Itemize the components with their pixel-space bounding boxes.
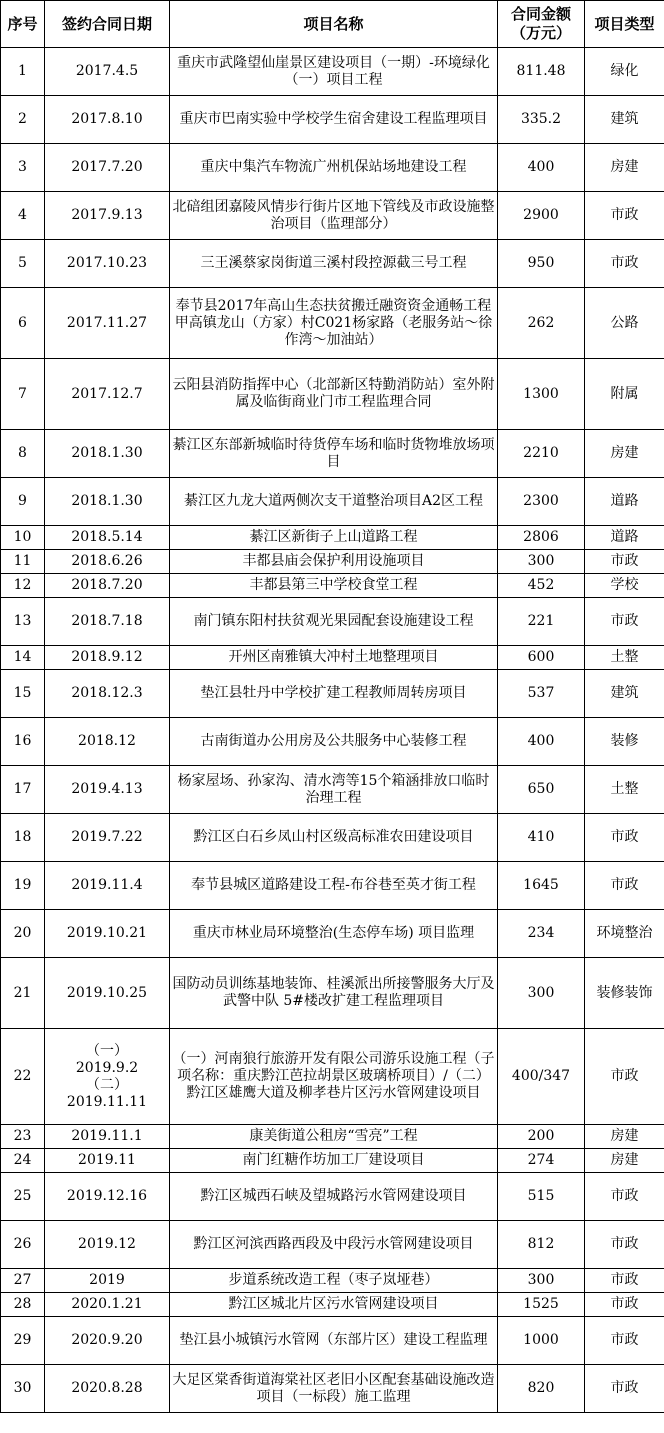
row-type: 建筑 [585, 96, 664, 144]
row-no: 21 [1, 958, 45, 1029]
row-no: 9 [1, 478, 45, 526]
table-row [1, 288, 664, 359]
table-row [1, 96, 664, 144]
row-no: 16 [1, 718, 45, 766]
row-date: 2018.9.12 [45, 646, 170, 670]
table-row [1, 144, 664, 192]
row-amount: 300 [498, 958, 585, 1029]
table-row [1, 598, 664, 646]
row-amount: 820 [498, 1365, 585, 1413]
row-date: 2018.1.30 [45, 430, 170, 478]
row-date: 2017.8.10 [45, 96, 170, 144]
table-row [1, 359, 664, 430]
row-type: 市政 [585, 862, 664, 910]
row-amount: 300 [498, 1269, 585, 1293]
row-name: 垫江县牡丹中学校扩建工程教师周转房项目 [170, 670, 498, 718]
table-row [1, 430, 664, 478]
table-row [1, 1149, 664, 1173]
row-date: 2019.7.22 [45, 814, 170, 862]
row-date: 2018.12 [45, 718, 170, 766]
row-type: 市政 [585, 1029, 664, 1125]
header-type: 项目类型 [585, 1, 664, 48]
header-row [1, 1, 664, 48]
row-amount: 262 [498, 288, 585, 359]
table-row [1, 192, 664, 240]
row-type: 附属 [585, 359, 664, 430]
table-row [1, 718, 664, 766]
row-no: 5 [1, 240, 45, 288]
row-no: 8 [1, 430, 45, 478]
row-amount: 2300 [498, 478, 585, 526]
row-name: 北碚组团嘉陵风情步行街片区地下管线及市政设施整治项目（监理部分） [170, 192, 498, 240]
table-row [1, 240, 664, 288]
row-amount: 300 [498, 550, 585, 574]
row-no: 2 [1, 96, 45, 144]
row-date: 2017.9.13 [45, 192, 170, 240]
row-date: 2019.12 [45, 1221, 170, 1269]
row-no: 23 [1, 1125, 45, 1149]
row-date: 2018.7.20 [45, 574, 170, 598]
row-date [45, 1029, 170, 1125]
row-date: 2018.7.18 [45, 598, 170, 646]
row-type: 土整 [585, 646, 664, 670]
row-name: 康美街道公租房“雪亮”工程 [170, 1125, 498, 1149]
row-no: 24 [1, 1149, 45, 1173]
row-type: 房建 [585, 144, 664, 192]
row-name: 重庆市巴南实验中学校学生宿舍建设工程监理项目 [170, 96, 498, 144]
row-type: 绿化 [585, 48, 664, 96]
row-name: 云阳县消防指挥中心（北部新区特勤消防站）室外附属及临街商业门市工程监理合同 [170, 359, 498, 430]
row-name: 丰都县第三中学校食堂工程 [170, 574, 498, 598]
row-date: 2019.11.4 [45, 862, 170, 910]
row-date: 2019.11 [45, 1149, 170, 1173]
row-type: 道路 [585, 478, 664, 526]
row-date: 2018.12.3 [45, 670, 170, 718]
row-date: 2017.12.7 [45, 359, 170, 430]
row-no: 27 [1, 1269, 45, 1293]
row-no: 6 [1, 288, 45, 359]
row-name: 古南街道办公用房及公共服务中心装修工程 [170, 718, 498, 766]
row-name: 綦江区新街子上山道路工程 [170, 526, 498, 550]
row-name: 重庆中集汽车物流广州机保站场地建设工程 [170, 144, 498, 192]
row-type: 市政 [585, 192, 664, 240]
row-name: 开州区南雅镇大冲村土地整理项目 [170, 646, 498, 670]
row-amount: 2806 [498, 526, 585, 550]
row-no: 25 [1, 1173, 45, 1221]
row-type: 道路 [585, 526, 664, 550]
row-date: 2019 [45, 1269, 170, 1293]
row-name: 黔江区白石乡凤山村区级高标准农田建设项目 [170, 814, 498, 862]
row-type: 市政 [585, 1221, 664, 1269]
row-name: 重庆市武隆望仙崖景区建设项目（一期）-环境绿化（一）项目工程 [170, 48, 498, 96]
row-no: 26 [1, 1221, 45, 1269]
table-row [1, 958, 664, 1029]
row-date: 2018.5.14 [45, 526, 170, 550]
row-type: 市政 [585, 1173, 664, 1221]
row-no: 3 [1, 144, 45, 192]
row-date: 2018.6.26 [45, 550, 170, 574]
row-type: 土整 [585, 766, 664, 814]
row-type: 房建 [585, 1149, 664, 1173]
row-type: 市政 [585, 1269, 664, 1293]
table-row [1, 1365, 664, 1413]
row-date: 2020.1.21 [45, 1293, 170, 1317]
row-no: 29 [1, 1317, 45, 1365]
row-no: 11 [1, 550, 45, 574]
header-no: 序号 [1, 1, 45, 48]
row-type: 房建 [585, 1125, 664, 1149]
row-type: 市政 [585, 550, 664, 574]
table-row [1, 1173, 664, 1221]
row-name: 奉节县城区道路建设工程-布谷巷至英才街工程 [170, 862, 498, 910]
header-date: 签约合同日期 [45, 1, 170, 48]
header-name: 项目名称 [170, 1, 498, 48]
table-row [1, 48, 664, 96]
row-amount: 650 [498, 766, 585, 814]
row-type: 装修 [585, 718, 664, 766]
row-no: 18 [1, 814, 45, 862]
row-date: 2017.10.23 [45, 240, 170, 288]
row-name: 南门红糖作坊加工厂建设项目 [170, 1149, 498, 1173]
row-date: 2019.4.13 [45, 766, 170, 814]
row-amount: 410 [498, 814, 585, 862]
table-row [1, 1029, 664, 1125]
row-type: 公路 [585, 288, 664, 359]
row-type: 市政 [585, 240, 664, 288]
row-type: 装修装饰 [585, 958, 664, 1029]
row-type: 市政 [585, 1317, 664, 1365]
row-name: 黔江区河滨西路西段及中段污水管网建设项目 [170, 1221, 498, 1269]
row-no: 7 [1, 359, 45, 430]
row-name: 步道系统改造工程（枣子岚垭巷） [170, 1269, 498, 1293]
row-date: 2017.7.20 [45, 144, 170, 192]
row-name: 黔江区城西石峡及望城路污水管网建设项目 [170, 1173, 498, 1221]
row-amount: 2900 [498, 192, 585, 240]
row-name: 綦江区九龙大道两侧次支干道整治项目A2区工程 [170, 478, 498, 526]
table-row [1, 646, 664, 670]
row-no: 22 [1, 1029, 45, 1125]
row-no: 4 [1, 192, 45, 240]
row-date: 2017.4.5 [45, 48, 170, 96]
row-amount: 2210 [498, 430, 585, 478]
header-amount-line1: 合同金额 [510, 5, 571, 23]
row-date: 2020.8.28 [45, 1365, 170, 1413]
row-type: 环境整治 [585, 910, 664, 958]
row-no: 20 [1, 910, 45, 958]
row-date: 2018.1.30 [45, 478, 170, 526]
row-no: 17 [1, 766, 45, 814]
row-no: 14 [1, 646, 45, 670]
row-name: 垫江县小城镇污水管网（东部片区）建设工程监理 [170, 1317, 498, 1365]
row-date: 2019.11.1 [45, 1125, 170, 1149]
table-row [1, 550, 664, 574]
row-name: 丰都县庙会保护利用设施项目 [170, 550, 498, 574]
row-amount: 1525 [498, 1293, 585, 1317]
row-amount: 1645 [498, 862, 585, 910]
row-name: （一）河南狼行旅游开发有限公司游乐设施工程（子项名称：重庆黔江芭拉胡景区玻璃桥项目）/（二）黔江区雄鹰大道及柳孝巷片区污水管网建设项目 [170, 1029, 498, 1125]
row-amount: 274 [498, 1149, 585, 1173]
table-row [1, 1293, 664, 1317]
row-amount: 811.48 [498, 48, 585, 96]
row-date: 2017.11.27 [45, 288, 170, 359]
row-type: 房建 [585, 430, 664, 478]
row-name: 南门镇东阳村扶贫观光果园配套设施建设工程 [170, 598, 498, 646]
row-no: 1 [1, 48, 45, 96]
row-name: 国防动员训练基地装饰、桂溪派出所接警服务大厅及武警中队 5#楼改扩建工程监理项目 [170, 958, 498, 1029]
row-no: 30 [1, 1365, 45, 1413]
table-row [1, 814, 664, 862]
table-row [1, 766, 664, 814]
row-amount: 400/347 [498, 1029, 585, 1125]
row-type: 市政 [585, 814, 664, 862]
row-date-line: （一） [86, 1042, 128, 1059]
row-type: 市政 [585, 1365, 664, 1413]
table-row [1, 1221, 664, 1269]
table-row [1, 910, 664, 958]
row-date-line: （二） [86, 1076, 128, 1093]
row-name: 三王溪蔡家岗街道三溪村段控源截三号工程 [170, 240, 498, 288]
table-row [1, 1269, 664, 1293]
row-amount: 221 [498, 598, 585, 646]
row-amount: 335.2 [498, 96, 585, 144]
row-date-line: 2019.9.2 [75, 1059, 139, 1076]
row-amount: 400 [498, 144, 585, 192]
row-name: 綦江区东部新城临时待货停车场和临时货物堆放场项目 [170, 430, 498, 478]
row-amount: 600 [498, 646, 585, 670]
row-date: 2019.10.25 [45, 958, 170, 1029]
row-name: 奉节县2017年高山生态扶贫搬迁融资资金通畅工程甲高镇龙山（方家）村C021杨家路（老服务站～徐作湾～加油站） [170, 288, 498, 359]
row-type: 市政 [585, 598, 664, 646]
row-type: 建筑 [585, 670, 664, 718]
row-amount: 452 [498, 574, 585, 598]
row-amount: 950 [498, 240, 585, 288]
row-date: 2020.9.20 [45, 1317, 170, 1365]
row-amount: 515 [498, 1173, 585, 1221]
row-name: 大足区棠香街道海棠社区老旧小区配套基础设施改造项目（一标段）施工监理 [170, 1365, 498, 1413]
row-no: 13 [1, 598, 45, 646]
row-amount: 537 [498, 670, 585, 718]
row-amount: 200 [498, 1125, 585, 1149]
table-row [1, 526, 664, 550]
table-row [1, 574, 664, 598]
row-name: 重庆市林业局环境整治(生态停车场) 项目监理 [170, 910, 498, 958]
row-date: 2019.12.16 [45, 1173, 170, 1221]
row-type: 市政 [585, 1293, 664, 1317]
row-name: 杨家屋场、孙家沟、清水湾等15个箱涵排放口临时治理工程 [170, 766, 498, 814]
row-date: 2019.10.21 [45, 910, 170, 958]
row-name: 黔江区城北片区污水管网建设项目 [170, 1293, 498, 1317]
row-no: 19 [1, 862, 45, 910]
row-amount: 1300 [498, 359, 585, 430]
row-date-line: 2019.11.11 [66, 1093, 148, 1110]
row-no: 10 [1, 526, 45, 550]
row-type: 学校 [585, 574, 664, 598]
table-row [1, 670, 664, 718]
header-amount [498, 1, 585, 48]
row-amount: 400 [498, 718, 585, 766]
row-amount: 234 [498, 910, 585, 958]
table-row [1, 478, 664, 526]
row-no: 15 [1, 670, 45, 718]
table-row [1, 862, 664, 910]
row-no: 28 [1, 1293, 45, 1317]
row-amount: 812 [498, 1221, 585, 1269]
table-row [1, 1317, 664, 1365]
header-amount-line2: （万元） [510, 24, 571, 42]
table-row [1, 1125, 664, 1149]
row-no: 12 [1, 574, 45, 598]
row-amount: 1000 [498, 1317, 585, 1365]
